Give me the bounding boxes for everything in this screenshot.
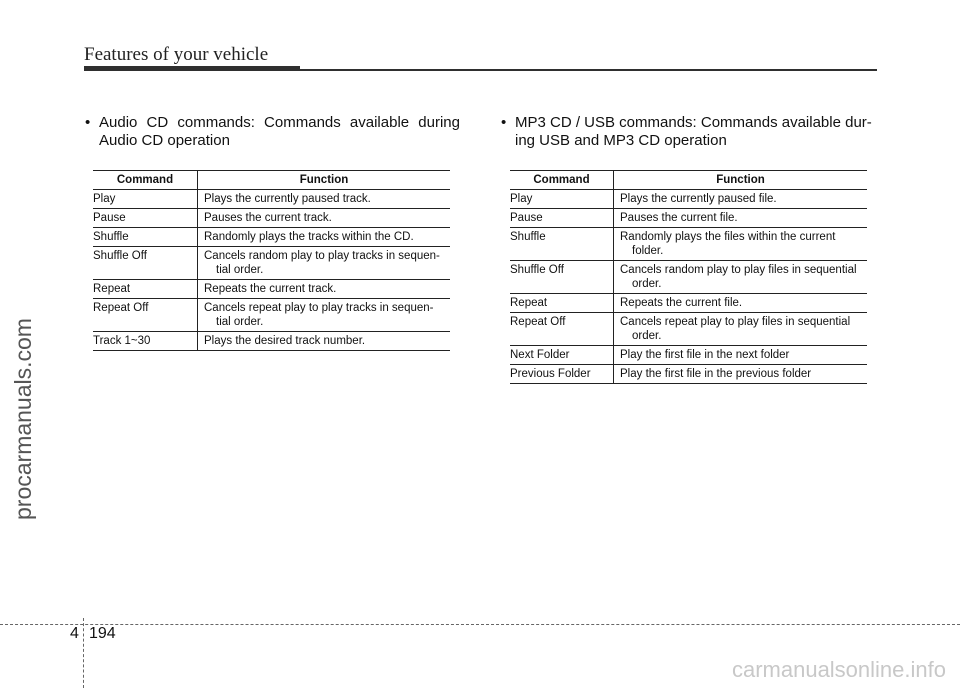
bullet-icon: • [85,114,91,131]
command-cell: Play [93,190,198,209]
command-cell: Play [510,190,614,209]
audio-cd-intro-text1: Audio CD commands: Commands available during [99,114,460,131]
table-row [93,190,450,209]
column-header-function: Function [299,174,349,186]
command-cell: Track 1~30 [93,332,198,351]
function-text: Cancels random play to play tracks in sequen- [204,250,440,262]
table-row [510,209,867,228]
table-row [93,280,450,299]
table-row [93,209,450,228]
section-number: 4 [70,625,79,642]
function-text-continued: order. [632,278,662,290]
function-cell [614,365,868,384]
function-cell [614,209,868,228]
function-text: Play the first file in the previous folder [620,368,812,380]
mp3-usb-intro-text1: MP3 CD / USB commands: Commands available dur- [515,114,872,131]
side-watermark: procarmanuals.com [10,318,36,520]
header-rule-thin [300,69,877,71]
table-header-row [93,171,450,190]
footer-dashed-rule [0,624,960,625]
table-row [510,313,867,346]
command-cell: Repeat Off [510,313,614,346]
function-cell [198,190,451,209]
table-row [93,247,450,280]
function-cell [198,280,451,299]
audio-cd-intro-line1 [85,114,461,132]
function-text-continued: tial order. [216,264,264,276]
table-row [93,299,450,332]
bottom-watermark: carmanualsonline.info [731,657,946,682]
table-row [510,294,867,313]
function-text: Repeats the current file. [620,297,743,309]
mp3-usb-commands-table [510,170,867,384]
table-row [93,228,450,247]
function-text: Cancels repeat play to play tracks in sequen- [204,302,434,314]
table-row [510,346,867,365]
command-cell: Repeat Off [93,299,198,332]
function-text-continued: folder. [632,245,664,257]
function-text: Plays the currently paused track. [204,193,371,205]
command-cell: Repeat [93,280,198,299]
command-cell: Pause [93,209,198,228]
function-cell [614,313,868,346]
function-text-continued: tial order. [216,316,264,328]
page-header-title: Features of your vehicle [84,44,269,65]
function-cell [198,228,451,247]
function-cell [198,209,451,228]
function-cell [198,332,451,351]
column-header-command: Command [93,171,198,190]
function-text: Repeats the current track. [204,283,337,295]
function-text: Cancels repeat play to play files in sequential [620,316,851,328]
function-cell [614,228,868,261]
function-text: Randomly plays the tracks within the CD. [204,231,414,243]
function-cell [614,190,868,209]
audio-cd-intro [85,114,461,150]
table-row [510,228,867,261]
function-text: Play the first file in the next folder [620,349,790,361]
function-text: Plays the desired track number. [204,335,366,347]
mp3-usb-intro-line1 [501,114,881,132]
header-rule-thick [84,66,300,71]
function-cell [614,294,868,313]
page-number: 194 [89,625,116,642]
mp3-usb-intro-line2: ing USB and MP3 CD operation [515,132,727,149]
function-text: Cancels random play to play files in sequential [620,264,857,276]
table-row [510,261,867,294]
footer-dashed-divider [83,618,84,688]
command-cell: Pause [510,209,614,228]
function-text: Plays the currently paused file. [620,193,777,205]
function-cell [198,299,451,332]
mp3-usb-intro [501,114,881,150]
function-text: Pauses the current track. [204,212,332,224]
table-row [93,332,450,351]
command-cell: Shuffle [93,228,198,247]
function-text: Randomly plays the files within the current [620,231,836,243]
bullet-icon: • [501,114,507,131]
command-cell: Previous Folder [510,365,614,384]
column-header-function: Function [716,174,765,186]
table-row [510,365,867,384]
audio-cd-intro-line2: Audio CD operation [99,132,230,149]
table-row [510,190,867,209]
function-cell [614,261,868,294]
table-header-row [510,171,867,190]
command-cell: Next Folder [510,346,614,365]
command-cell: Shuffle Off [510,261,614,294]
function-text: Pauses the current file. [620,212,738,224]
function-cell [198,247,451,280]
command-cell: Repeat [510,294,614,313]
command-cell: Shuffle [510,228,614,261]
column-header-command: Command [510,171,614,190]
command-cell: Shuffle Off [93,247,198,280]
audio-cd-commands-table [93,170,450,351]
function-cell [614,346,868,365]
function-text-continued: order. [632,330,662,342]
